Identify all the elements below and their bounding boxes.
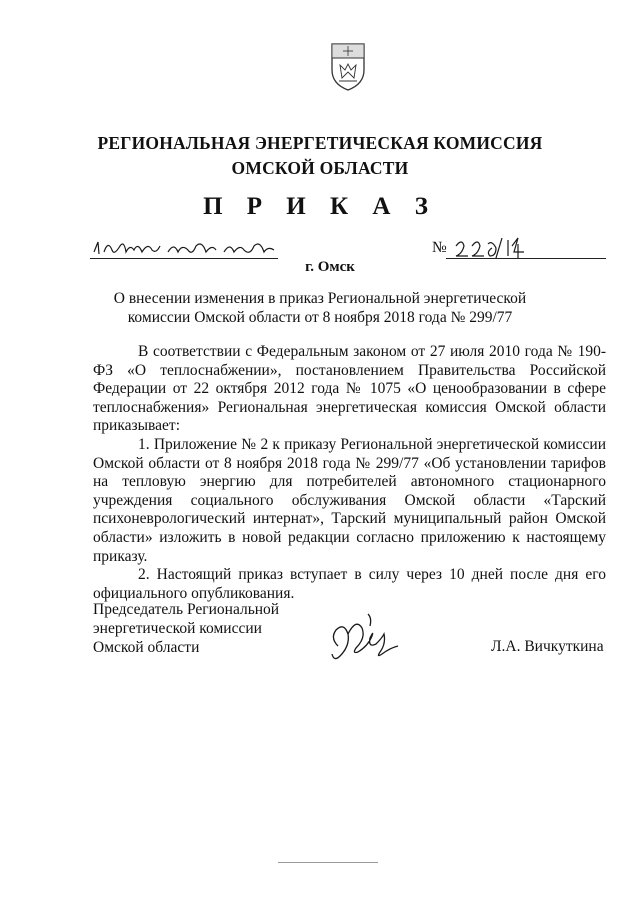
number-label: № [432, 239, 447, 256]
body-paragraph-item-1: 1. Приложение № 2 к приказу Региональной энергетической комиссии Омской области от 8 ноября 2018 года № 299/77 «Об установлении тарифов на тепловую энергию для потребителей автономного стационарного учреждения социального обслуживания Омской области «Тарский психоневрологический интернат», Тарский муниципальный район Омской области» изложить в новой редакции согласно приложению к настоящему приказу. [93, 435, 606, 565]
subject-line-1: О внесении изменения в приказ Региональной энергетической [113, 290, 527, 307]
document-body [93, 343, 606, 603]
subject-line-2: комиссии Омской области от 8 ноября 2018 года № 299/77 [127, 309, 513, 326]
footer-divider [278, 862, 378, 863]
handwritten-date [90, 234, 280, 260]
city-label: г. Омск [305, 259, 355, 275]
signer-title-line-2: энергетической комиссии [93, 620, 262, 637]
signer-name: Л.А. Вичкуткина [491, 638, 604, 655]
signer-title-line-1: Председатель Региональной [93, 601, 280, 618]
organization-title-line-2: ОМСКОЙ ОБЛАСТИ [231, 158, 409, 178]
handwritten-signature-icon [328, 608, 406, 668]
signer-title-block [93, 600, 279, 657]
document-type-title: П Р И К А З [203, 193, 437, 220]
organization-title-line-1: РЕГИОНАЛЬНАЯ ЭНЕРГЕТИЧЕСКАЯ КОМИССИЯ [97, 133, 543, 153]
coat-of-arms-icon [328, 40, 368, 92]
handwritten-number [452, 234, 542, 260]
body-paragraph-item-2: 2. Настоящий приказ вступает в силу через 10 дней после дня его официального опубликования. [93, 566, 606, 602]
signer-title-line-3: Омской области [93, 639, 200, 656]
body-paragraph-preamble: В соответствии с Федеральным законом от 27 июля 2010 года № 190-ФЗ «О теплоснабжении», постановлением Правительства Российской Федерации от 22 октября 2012 года № 1075 «О ценообразовании в сфере теплоснабжения» Региональная энергетическая комиссия Омской области приказывает: [93, 343, 606, 435]
